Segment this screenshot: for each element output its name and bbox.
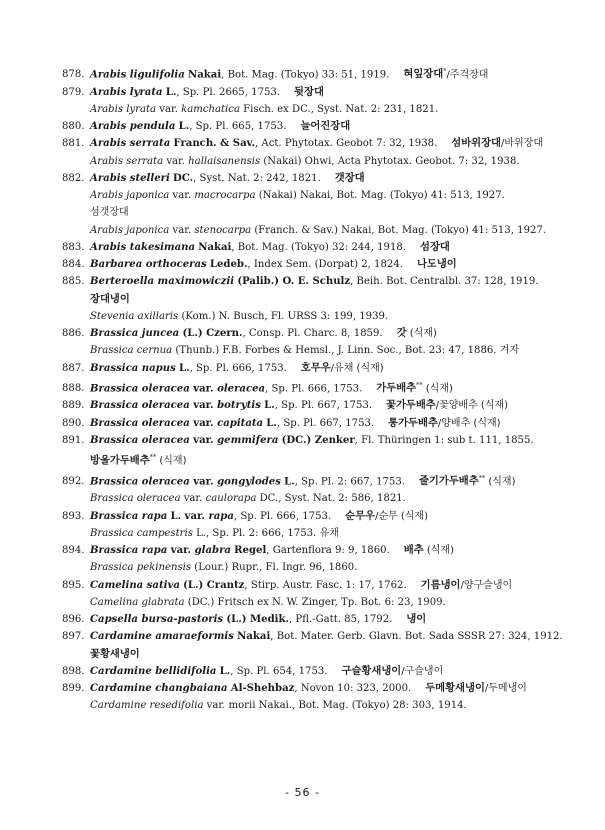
entry-number: 897.: [62, 631, 85, 643]
author: L.: [165, 86, 177, 98]
rank: var.: [156, 103, 182, 115]
author: L.: [178, 121, 190, 133]
synonym-citation: (Lour.) Rupr., Fl. Ingr. 96, 1860.: [191, 562, 358, 574]
scientific-name: Arabis takesimana: [90, 241, 196, 253]
korean-name: 기름냉이: [420, 578, 461, 591]
scientific-name: Brassica oleracea: [90, 476, 190, 488]
footnote-mark: **: [149, 453, 157, 462]
synonym-line: [62, 187, 562, 204]
rank: var.: [169, 224, 195, 236]
entry-number: 894.: [62, 545, 85, 557]
entry-number: 884.: [62, 259, 85, 271]
scientific-name: Berteroella maximowiczii: [90, 276, 235, 288]
korean-name: 방울가두배추: [90, 454, 150, 467]
korean-alt-name: /바위장대: [501, 138, 544, 150]
citation: , Bot. Mag. (Tokyo) 32: 244, 1918.: [231, 241, 407, 253]
author: Franch. & Sav.: [173, 138, 256, 150]
synonym-name: Brassica cernua: [90, 345, 173, 357]
citation: , Consp. Pl. Charc. 8, 1859.: [242, 328, 383, 340]
scientific-name: Brassica oleracea: [90, 417, 190, 429]
synonym-citation: (Thunb.) F.B. Forbes & Hemsl., J. Linn. Soc., Bot. 23: 47, 1886. 겨자: [172, 345, 520, 357]
scientific-name: Brassica rapa: [90, 510, 168, 522]
scientific-name: Brassica oleracea: [90, 434, 190, 446]
synonym-name: Brassica oleracea: [90, 493, 181, 505]
rank: var.: [189, 383, 218, 395]
infraspecific-name: capitata: [217, 417, 264, 429]
synonym-citation: var. morii Nakai., Bot. Mag. (Tokyo) 28: 303, 1914.: [203, 700, 467, 712]
author: (L.) Medik.: [226, 614, 290, 626]
synonym-line: [62, 490, 562, 507]
synonym-citation: (Kom.) N. Busch, Fl. URSS 3: 199, 1939.: [178, 310, 389, 322]
entry-main-line: [62, 256, 562, 273]
korean-alt-name: /구슬냉이: [401, 665, 444, 677]
korean-alt-name: /양배추 (식재): [437, 417, 501, 429]
synonym-citation: (Nakai) Nakai, Bot. Mag. (Tokyo) 41: 513, 1927.: [255, 190, 505, 202]
entry-main-line: [62, 680, 562, 697]
entry-main-line: [62, 170, 562, 187]
synonym-citation: (Franch. & Sav.) Nakai, Bot. Mag. (Tokyo) 41: 513, 1927.: [251, 224, 547, 236]
rank: var.: [181, 510, 209, 522]
scientific-name: Brassica juncea: [90, 328, 180, 340]
infraspecific-name: gongylodes: [217, 476, 281, 488]
citation: , Act. Phytotax. Geobot 7: 32, 1938.: [255, 138, 438, 150]
korean-name: 꽃황새냉이: [90, 647, 140, 660]
korean-alt-name: /꽃양배추 (식재): [435, 400, 509, 412]
species-entry: [62, 611, 562, 628]
korean-alt-name: (식재): [156, 455, 187, 467]
korean-name: 배추: [403, 544, 424, 557]
citation: , Sp. Pl. 667, 1753.: [276, 417, 375, 429]
synonym-line: [62, 101, 562, 118]
korean-name: 섬바위장대: [451, 137, 501, 150]
korean-name: 호무우: [300, 361, 331, 374]
author: L.: [264, 400, 275, 412]
species-entry: [62, 239, 562, 256]
author: Nakai: [188, 69, 222, 81]
entry-number: 881.: [62, 138, 85, 150]
synonym-line: [62, 222, 562, 239]
species-entry: [62, 170, 562, 239]
korean-name: 순무우: [345, 509, 375, 522]
scientific-name: Arabis pendula: [90, 121, 176, 133]
scientific-name: Camelina sativa: [90, 579, 180, 591]
synonym-line: [62, 153, 562, 170]
entry-number: 899.: [62, 683, 85, 695]
species-entry: [62, 256, 562, 273]
korean-alt-name: (식재): [485, 476, 516, 488]
entry-number: 879.: [62, 86, 85, 98]
korean-alt-name: /순무 (식재): [374, 510, 428, 522]
species-entry: [62, 397, 562, 414]
korean-name: 섬장대: [420, 240, 450, 253]
synonym-infraspecific: hallaisanensis: [188, 155, 261, 167]
entry-main-line: [62, 611, 562, 628]
entry-number: 895.: [62, 579, 85, 591]
entry-main-line: [62, 542, 562, 559]
author: L.: [178, 362, 190, 374]
infraspecific-name: oleracea: [217, 383, 266, 395]
rank: var.: [189, 400, 218, 412]
citation: , Fl. Thüringen 1: sub t. 111, 1855.: [354, 434, 534, 446]
synonym-line: [62, 697, 562, 714]
entry-main-line: [62, 360, 562, 377]
synonym-citation: DC., Syst. Nat. 2: 586, 1821.: [256, 493, 406, 505]
author: L.: [284, 476, 295, 488]
entry-main-line: [62, 663, 562, 680]
synonym-line: [62, 308, 562, 325]
entry-main-line: [62, 273, 562, 290]
footnote-mark: **: [478, 473, 486, 482]
citation: , Sp. Pl. 654, 1753.: [230, 665, 328, 677]
synonym-citation: (Nakai) Ohwi, Acta Phytotax. Geobot. 7: 32, 1938.: [260, 155, 520, 167]
synonym-citation: (DC.) Fritsch ex N. W. Zinger, Tp. Bot. 6: 23, 1909.: [184, 596, 446, 608]
scientific-name: Capsella bursa-pastoris: [90, 614, 224, 626]
entry-main-line: [62, 628, 562, 645]
korean-name: 가두배추: [376, 382, 417, 395]
korean-name: 늘어진장대: [300, 120, 351, 133]
scientific-name: Brassica oleracea: [90, 383, 190, 395]
entry-number: 883.: [62, 241, 85, 253]
scientific-name: Barbarea orthoceras: [90, 259, 207, 271]
species-entry: [62, 84, 562, 119]
rank: var.: [163, 155, 189, 167]
korean-name: 줄기가두배추: [418, 475, 479, 488]
entry-number: 896.: [62, 614, 85, 626]
korean-alt-name: (식재): [423, 545, 454, 557]
species-entry: [62, 360, 562, 377]
korean-alt-name: /양구슬냉이: [460, 579, 513, 591]
species-entry: [62, 577, 562, 612]
entry-main-line: [62, 63, 562, 84]
synonym-infraspecific: kamchatica: [181, 103, 240, 115]
synonym-line: [62, 525, 562, 542]
scientific-name: Brassica oleracea: [90, 400, 190, 412]
citation: , Index Sem. (Dorpat) 2, 1824.: [247, 259, 403, 271]
entry-main-line: [62, 84, 562, 101]
infraspecific-name: rapa: [208, 510, 234, 522]
species-entry: [62, 325, 562, 360]
korean-name: 두메황새냉이: [425, 682, 485, 695]
author: (DC.) Zenker: [281, 434, 355, 446]
author: Ledeb.: [209, 259, 248, 271]
scientific-name: Cardamine changbaiana: [90, 683, 228, 695]
scientific-name: Cardamine bellidifolia: [90, 665, 217, 677]
rank: var.: [189, 434, 218, 446]
entry-number: 880.: [62, 121, 85, 133]
entry-main-line: [62, 415, 562, 432]
scientific-name: Arabis ligulifolia: [90, 69, 185, 81]
korean-name: 나도냉이: [416, 258, 457, 271]
korean-name: 섬갯장대: [90, 207, 129, 219]
species-entry: [62, 680, 562, 715]
author: L.: [170, 510, 182, 522]
entry-main-line: [62, 432, 562, 449]
species-entry: [62, 118, 562, 135]
entry-number: 893.: [62, 510, 85, 522]
entry-number: 889.: [62, 400, 85, 412]
rank: var.: [189, 417, 218, 429]
entry-main-line: [62, 239, 562, 256]
page-number: - 56 -: [285, 786, 320, 799]
synonym-name: Stevenia axillaris: [90, 310, 179, 322]
citation: , Stirp. Austr. Fasc. 1: 17, 1762.: [244, 579, 407, 591]
rank: var.: [189, 476, 218, 488]
scientific-name: Arabis lyrata: [90, 86, 163, 98]
synonym-name: Arabis japonica: [90, 224, 170, 236]
entry-number: 886.: [62, 328, 85, 340]
scientific-name: Brassica rapa: [90, 545, 168, 557]
citation: , Sp. Pl. 665, 1753.: [189, 121, 287, 133]
korean-alt-name: /두메냉이: [484, 683, 527, 695]
synonym-citation: L., Sp. Pl. 2: 666, 1753. 유채: [192, 527, 339, 539]
citation: , Pfl.-Gatt. 85, 1792.: [289, 614, 393, 626]
synonym-line: [62, 594, 562, 611]
author: Nakai: [237, 631, 271, 643]
korean-name: 꽃가두배추: [386, 399, 436, 412]
species-entry: [62, 628, 562, 663]
entry-number: 878.: [62, 69, 85, 81]
entry-main-line: [62, 135, 562, 152]
author: L.: [266, 417, 277, 429]
rank: var.: [180, 493, 206, 505]
entry-number: 898.: [62, 665, 85, 677]
author: (L.) Czern.: [182, 328, 243, 340]
author: (Palib.) O. E. Schulz: [237, 276, 351, 288]
korean-alt-name: (식재): [406, 328, 437, 340]
author: DC.: [173, 172, 194, 184]
korean-name-line: [62, 291, 562, 308]
citation: , Sp. Pl. 666, 1753.: [233, 510, 332, 522]
entry-main-line: [62, 470, 562, 491]
synonym-name: Arabis serrata: [90, 155, 164, 167]
synonym-name: Camelina glabrata: [90, 596, 185, 608]
korean-name: 통가두배추: [388, 416, 438, 429]
citation: , Gartenflora 9: 9, 1860.: [266, 545, 390, 557]
footnote-mark: **: [416, 380, 423, 389]
scientific-name: Cardamine amaraeformis: [90, 631, 234, 643]
synonym-line: [62, 559, 562, 576]
entry-number: 887.: [62, 362, 85, 374]
species-entry: [62, 432, 562, 470]
synonym-name: Brassica pekinensis: [90, 562, 192, 574]
citation: , Syst. Nat. 2: 242, 1821.: [193, 172, 321, 184]
korean-name: 장대냉이: [90, 292, 130, 305]
korean-name: 혀잎장대: [403, 68, 444, 81]
author: Al-Shehbaz: [230, 683, 295, 695]
entry-main-line: [62, 118, 562, 135]
entry-number: 892.: [62, 476, 85, 488]
scientific-name: Arabis serrata: [90, 138, 171, 150]
species-entry: [62, 135, 562, 170]
entry-number: 885.: [62, 276, 85, 288]
entry-number: 882.: [62, 172, 85, 184]
synonym-line: [62, 204, 562, 221]
citation: , Sp. Pl. 667, 1753.: [274, 400, 372, 412]
citation: , Sp. Pl. 666, 1753.: [189, 362, 287, 374]
author: (L.) Crantz: [183, 579, 245, 591]
entry-number: 890.: [62, 417, 85, 429]
author: Nakai: [198, 241, 232, 253]
entry-main-line: [62, 397, 562, 414]
citation: , Novon 10: 323, 2000.: [294, 683, 412, 695]
korean-name: 냉이: [406, 613, 427, 626]
korean-name: 갯장대: [334, 171, 365, 184]
species-entry: [62, 508, 562, 543]
species-entry: [62, 273, 562, 325]
korean-name: 구슬황새냉이: [341, 664, 402, 677]
citation: , Bot. Mag. (Tokyo) 33: 51, 1919.: [221, 69, 390, 81]
rank: var.: [167, 545, 195, 557]
species-entry: [62, 63, 562, 84]
entry-number: 891.: [62, 434, 85, 446]
synonym-infraspecific: caulorapa: [205, 493, 257, 505]
citation: , Bot. Mater. Gerb. Glavn. Bot. Sada SSSR 27: 324, 1912.: [270, 631, 563, 643]
synonym-line: [62, 342, 562, 359]
species-entry: [62, 415, 562, 432]
korean-alt-name: /유채 (식재): [330, 362, 384, 374]
korean-name: 뒷장대: [294, 85, 324, 98]
synonym-name: Cardamine resedifolia: [90, 700, 204, 712]
species-entry: [62, 377, 562, 398]
korean-alt-name: (식재): [422, 383, 453, 395]
scientific-name: Brassica napus: [90, 362, 176, 374]
synonym-name: Brassica campestris: [90, 527, 193, 539]
entry-main-line: [62, 508, 562, 525]
korean-name-line: [62, 646, 562, 663]
author: Regel: [234, 545, 267, 557]
entry-main-line: [62, 377, 562, 398]
synonym-citation: Fisch. ex DC., Syst. Nat. 2: 231, 1821.: [239, 103, 439, 115]
infraspecific-name: botrytis: [217, 400, 261, 412]
species-entry: [62, 470, 562, 508]
synonym-infraspecific: stenocarpa: [194, 224, 252, 236]
author: L.: [219, 665, 231, 677]
footnote-mark: *: [443, 67, 447, 75]
entry-main-line: [62, 325, 562, 342]
species-entry: [62, 542, 562, 577]
synonym-name: Arabis lyrata: [90, 103, 157, 115]
citation: , Sp. Pl. 2665, 1753.: [176, 86, 281, 98]
species-entry: [62, 663, 562, 680]
infraspecific-name: glabra: [194, 545, 231, 557]
korean-name: 갓: [396, 327, 407, 340]
entry-main-line: [62, 577, 562, 594]
citation: , Beih. Bot. Centralbl. 37: 128, 1919.: [350, 276, 539, 288]
scientific-name: Arabis stelleri: [90, 172, 170, 184]
korean-name-line: [62, 449, 562, 470]
entry-number: 888.: [62, 383, 85, 395]
korean-alt-name: /주걱장대: [446, 69, 489, 81]
citation: , Sp. Pl. 666, 1753.: [265, 383, 363, 395]
species-list: [62, 63, 562, 715]
synonym-name: Arabis japonica: [90, 190, 170, 202]
rank: var.: [169, 190, 195, 202]
synonym-infraspecific: macrocarpa: [194, 190, 256, 202]
citation: , Sp. Pl. 2: 667, 1753.: [294, 476, 405, 488]
infraspecific-name: gemmifera: [217, 434, 279, 446]
